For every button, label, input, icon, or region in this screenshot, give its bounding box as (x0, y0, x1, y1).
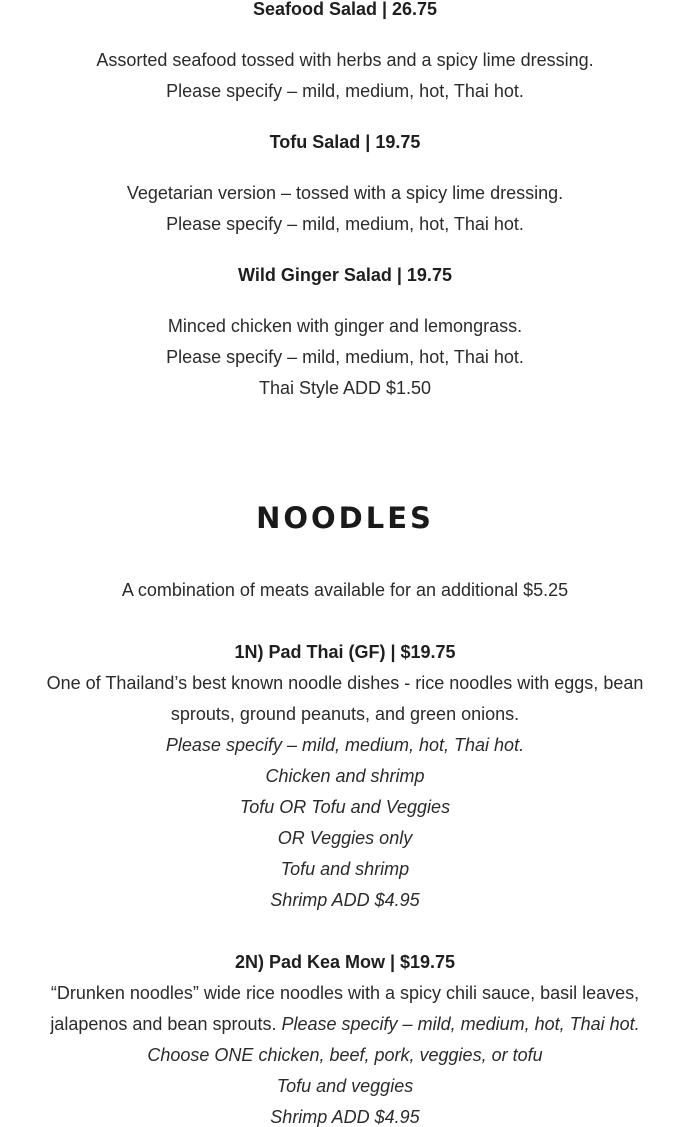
menu-item-description: jalapenos and bean sprouts. (50, 1014, 277, 1034)
menu-item-description: One of Thailand’s best known noodle dishes - rice noodles with eggs, bean (46, 673, 644, 693)
menu-item-option: Choose ONE chicken, beef, pork, veggies, or tofu (147, 1045, 543, 1065)
section-intro: A combination of meats available for an additional $5.25 (121, 580, 569, 600)
menu-item-addon: Thai Style ADD $1.50 (258, 378, 432, 398)
menu-item-option: Chicken and shrimp (265, 766, 425, 786)
menu-item-title: 2N) Pad Kea Mow | $19.75 (234, 952, 456, 972)
section-heading-noodles: NOODLES (256, 501, 434, 535)
menu-item-addon: Shrimp ADD $4.95 (270, 890, 420, 910)
menu-item-description: “Drunken noodles” wide rice noodles with a spicy chili sauce, basil leaves, (50, 983, 640, 1003)
menu-item-title: 1N) Pad Thai (GF) | $19.75 (234, 642, 456, 662)
menu-item-description: Vegetarian version – tossed with a spicy lime dressing. (126, 183, 564, 203)
menu-item-title: Tofu Salad | 19.75 (269, 132, 421, 152)
menu-item-description: Minced chicken with ginger and lemongrass. (167, 316, 523, 336)
menu-item-spice-note: Please specify – mild, medium, hot, Thai hot. (166, 81, 524, 101)
menu-item-option: Tofu and shrimp (280, 859, 410, 879)
menu-item-title: Seafood Salad | 26.75 (252, 0, 438, 19)
menu-item-option: Tofu OR Tofu and Veggies (239, 797, 451, 817)
menu-item-addon: Shrimp ADD $4.95 (270, 1107, 420, 1127)
menu-item-option: OR Veggies only (277, 828, 413, 848)
menu-item-description: Assorted seafood tossed with herbs and a spicy lime dressing. (96, 50, 594, 70)
menu-item-spice-note: Please specify – mild, medium, hot, Thai hot. (166, 347, 524, 367)
menu-item-description: sprouts, ground peanuts, and green onions. (170, 704, 520, 724)
menu-item-title: Wild Ginger Salad | 19.75 (238, 265, 452, 285)
menu-item-spice-note: Please specify – mild, medium, hot, Thai hot. (166, 214, 524, 234)
menu-item-option: Tofu and veggies (276, 1076, 414, 1096)
menu-item-description-row (0, 1014, 690, 1034)
menu-item-spice-note: Please specify – mild, medium, hot, Thai hot. (165, 735, 525, 755)
menu-item-spice-note: Please specify – mild, medium, hot, Thai hot. (281, 1014, 640, 1034)
